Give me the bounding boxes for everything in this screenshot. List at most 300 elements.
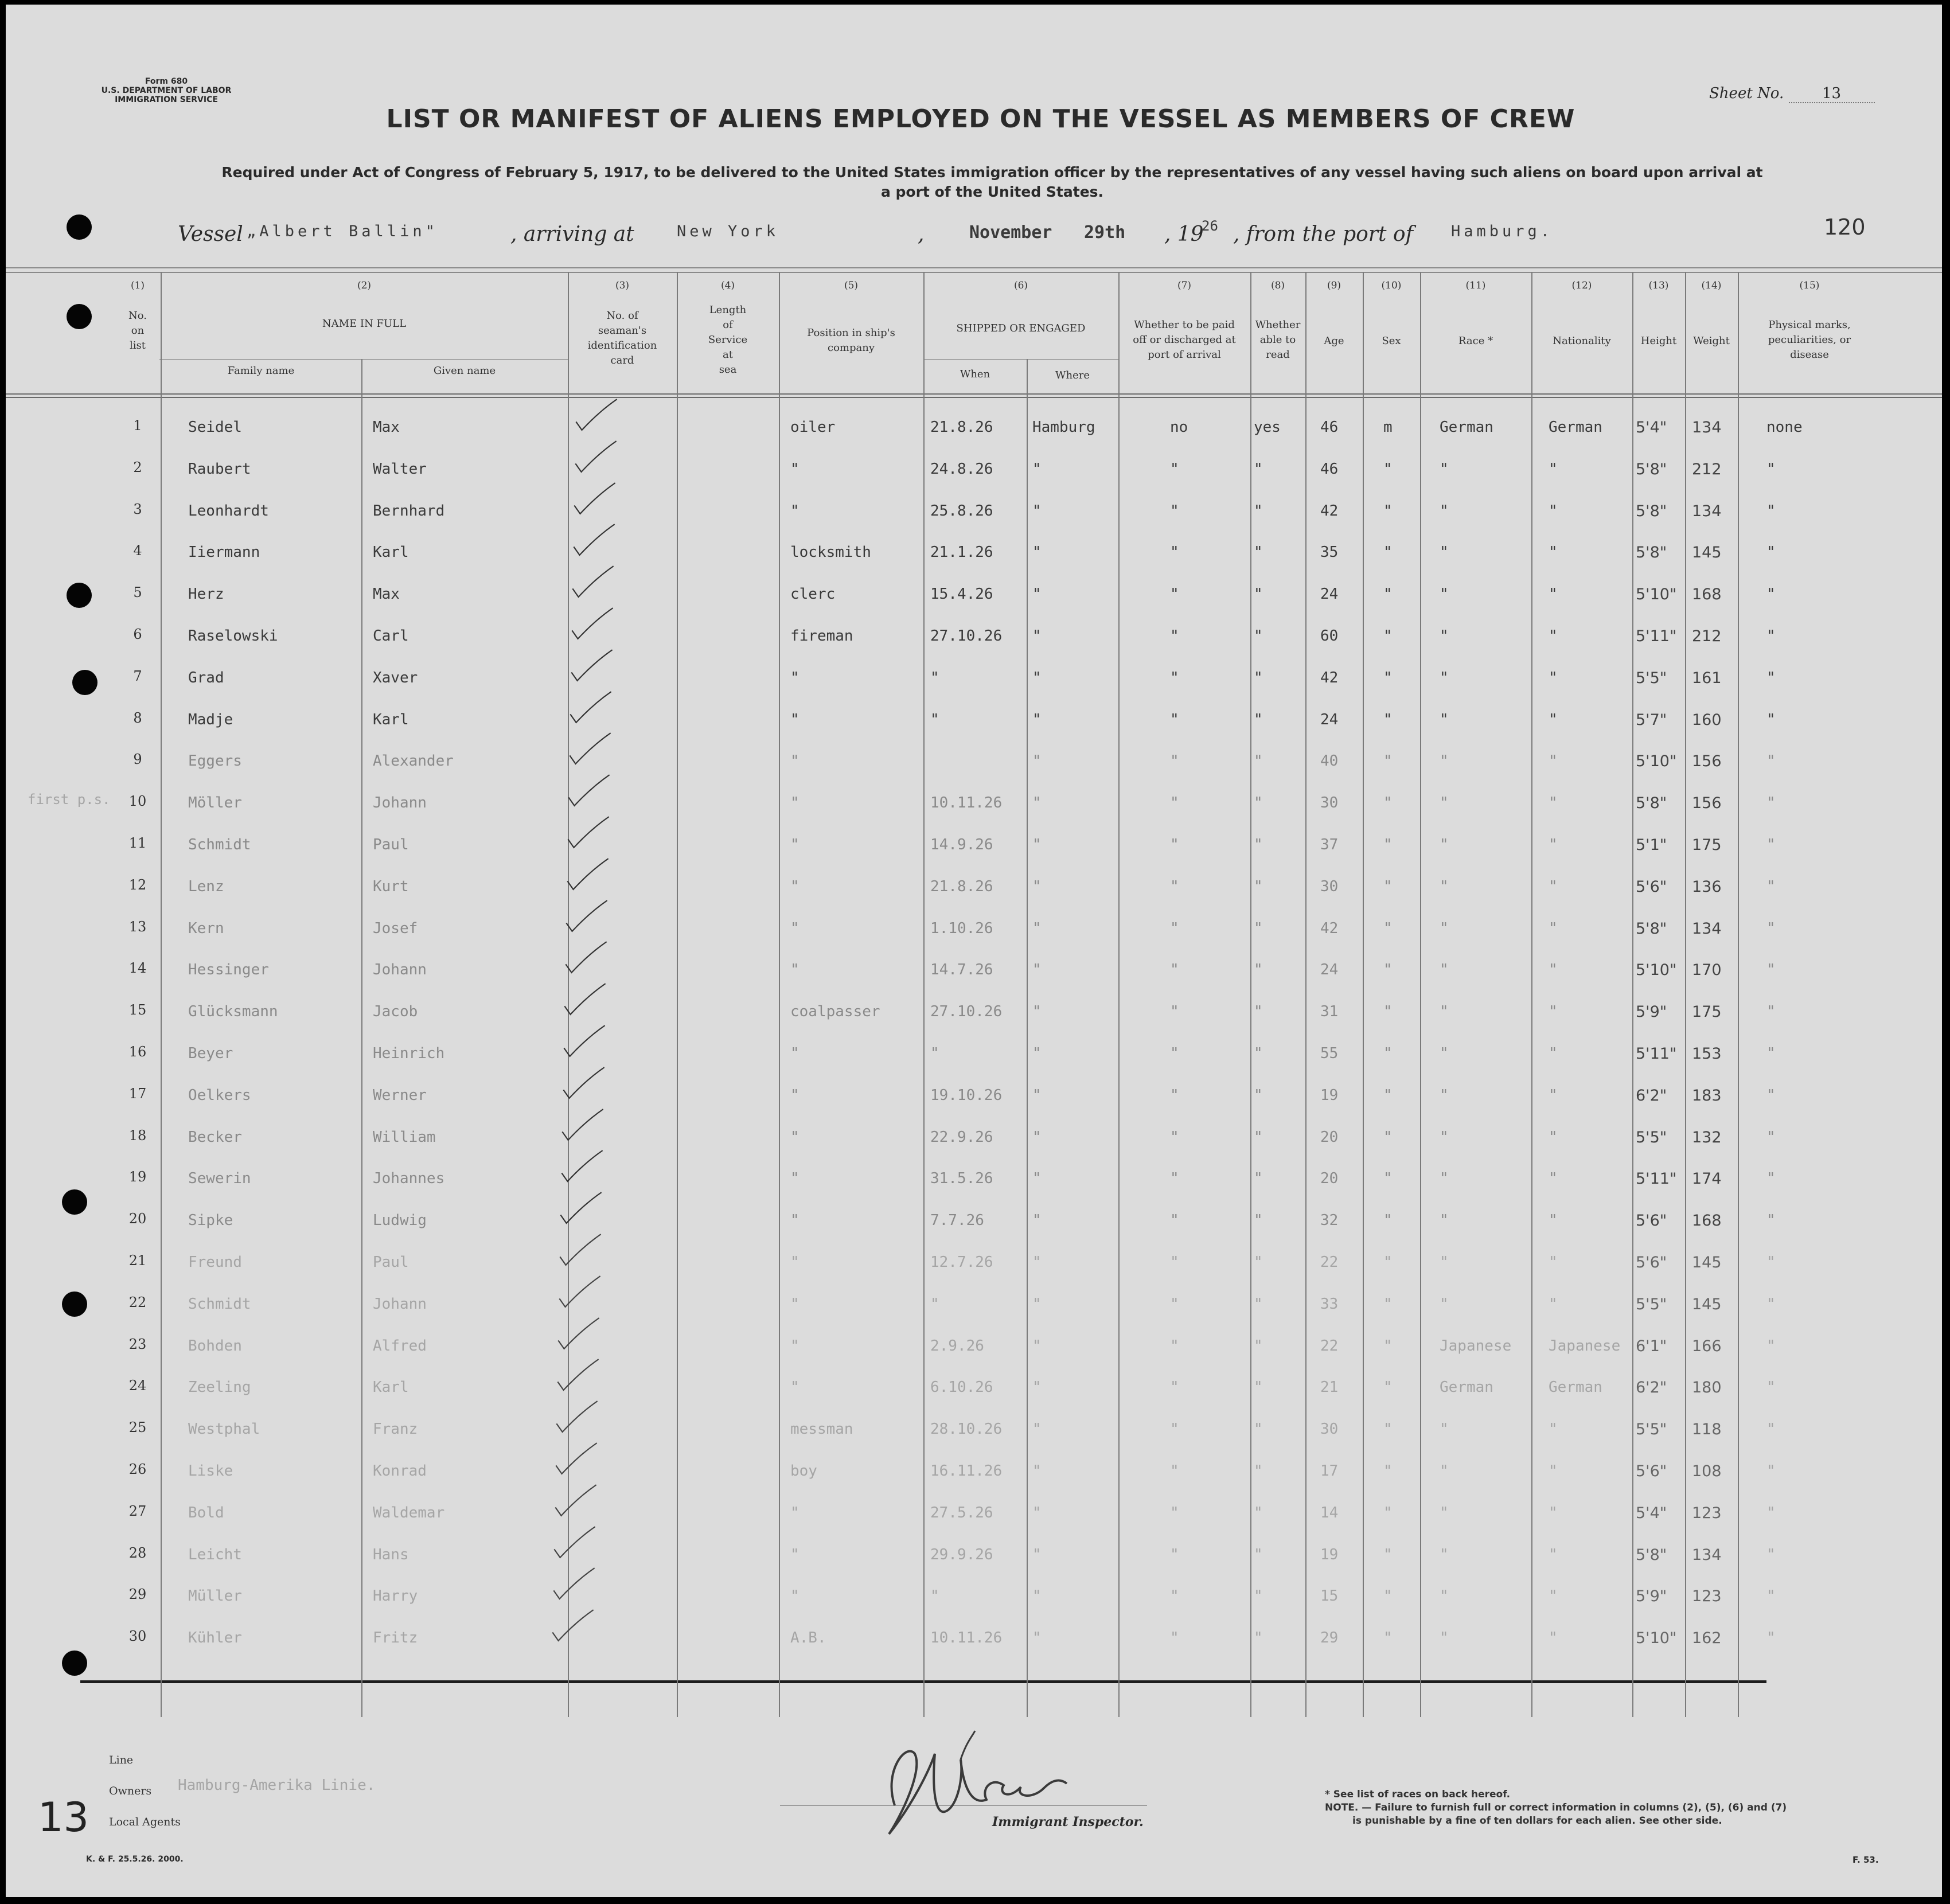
- row-number: 13: [128, 918, 147, 935]
- physical-marks: ": [1766, 1337, 1776, 1355]
- family-name: Zeeling: [188, 1379, 251, 1396]
- race: ": [1440, 1212, 1449, 1230]
- race: German: [1440, 419, 1493, 436]
- shipped-when: 27.10.26: [930, 627, 1003, 645]
- weight: 118: [1692, 1421, 1722, 1439]
- position: clerc: [790, 586, 836, 603]
- inspector-label: Immigrant Inspector.: [992, 1815, 1144, 1829]
- check-mark-icon: [567, 728, 613, 768]
- owners-value: Hamburg-Amerika Linie.: [178, 1777, 376, 1794]
- printer-mark: K. & F. 25.5.26. 2000.: [86, 1855, 184, 1864]
- race: ": [1440, 1421, 1449, 1438]
- column-header-when: When: [960, 368, 990, 380]
- punch-hole: [62, 1189, 87, 1215]
- height: 5'10": [1636, 961, 1677, 980]
- column-number: (9): [1327, 280, 1341, 291]
- height: 5'9": [1636, 1003, 1667, 1021]
- physical-marks: ": [1766, 1003, 1776, 1021]
- age: 24: [1320, 586, 1339, 603]
- sex: ": [1383, 1212, 1393, 1230]
- given-name: Max: [373, 586, 400, 603]
- physical-marks: ": [1766, 1629, 1776, 1647]
- row-number: 19: [128, 1169, 147, 1185]
- physical-marks: ": [1766, 627, 1776, 645]
- race: ": [1440, 1086, 1449, 1104]
- race: ": [1440, 1170, 1449, 1188]
- shipped-where: ": [1032, 836, 1042, 853]
- column-header-name: NAME IN FULL: [322, 318, 407, 330]
- row-number: 21: [128, 1253, 147, 1269]
- position: boy: [790, 1462, 817, 1480]
- physical-marks: none: [1766, 419, 1803, 436]
- race: Japanese: [1440, 1337, 1512, 1355]
- age: 37: [1320, 836, 1339, 853]
- column-header-height: Height: [1640, 335, 1677, 347]
- paid-off: ": [1170, 1462, 1179, 1480]
- nationality: ": [1549, 502, 1558, 520]
- nationality: ": [1549, 1254, 1558, 1271]
- position: ": [790, 1086, 800, 1104]
- position: ": [790, 502, 800, 520]
- height: 5'6": [1636, 1212, 1667, 1230]
- shipped-when: 12.7.26: [930, 1254, 993, 1271]
- page-subtitle: Required under Act of Congress of February 5, 1917, to be delivered to the United States immigration officer by the representatives of any vessel having such aliens on board upon arrival at a port of the United States.: [221, 164, 1763, 200]
- given-name: Carl: [373, 627, 409, 645]
- weight: 123: [1692, 1504, 1722, 1522]
- given-name: Heinrich: [373, 1045, 445, 1062]
- name-subheader-rule: [159, 359, 568, 360]
- sex: ": [1383, 1629, 1393, 1647]
- shipped-where: ": [1032, 1587, 1042, 1605]
- age: 24: [1320, 711, 1339, 728]
- shipped-where: ": [1032, 1170, 1042, 1188]
- paid-off: ": [1170, 961, 1179, 979]
- paid-off: ": [1170, 627, 1179, 645]
- column-header-sex: Sex: [1382, 335, 1401, 347]
- family-name: Oelkers: [188, 1086, 251, 1104]
- check-mark-icon: [559, 1146, 605, 1186]
- height: 5'10": [1636, 586, 1677, 604]
- arrival-port: New York: [677, 223, 779, 240]
- arrival-day: 29th: [1084, 223, 1126, 243]
- sex: ": [1383, 1504, 1393, 1521]
- physical-marks: ": [1766, 1170, 1776, 1188]
- physical-marks: ": [1766, 460, 1776, 478]
- paid-off: ": [1170, 1212, 1179, 1230]
- height: 5'6": [1636, 1462, 1667, 1480]
- age: 30: [1320, 1421, 1339, 1438]
- height: 5'10": [1636, 1629, 1677, 1648]
- shipped-when: ": [930, 711, 939, 728]
- physical-marks: ": [1766, 1504, 1776, 1521]
- paid-off: no: [1170, 419, 1188, 436]
- given-name: Konrad: [373, 1462, 427, 1480]
- family-name: Lenz: [188, 877, 224, 895]
- family-name: Raubert: [188, 460, 251, 478]
- row-number: 28: [128, 1544, 147, 1561]
- line-label: Line: [109, 1754, 134, 1766]
- weight: 212: [1692, 627, 1722, 645]
- row-number: 15: [128, 1002, 147, 1019]
- sex: ": [1383, 752, 1393, 770]
- column-header-id-card: No. of seaman's identification card: [587, 310, 657, 366]
- nationality: ": [1549, 877, 1558, 895]
- sex: ": [1383, 1379, 1393, 1396]
- given-name: Walter: [373, 460, 427, 478]
- family-name: Müller: [188, 1587, 242, 1605]
- shipped-where: ": [1032, 1086, 1042, 1104]
- shipped-when: 31.5.26: [930, 1170, 993, 1188]
- physical-marks: ": [1766, 1045, 1776, 1062]
- column-number: (15): [1799, 280, 1820, 291]
- physical-marks: ": [1766, 961, 1776, 979]
- race: ": [1440, 877, 1449, 895]
- weight: 145: [1692, 1254, 1722, 1271]
- race: ": [1440, 752, 1449, 770]
- check-mark-icon: [557, 1271, 603, 1312]
- nationality: German: [1549, 419, 1602, 436]
- departure-port: Hamburg.: [1451, 223, 1554, 240]
- family-name: Becker: [188, 1128, 242, 1146]
- family-name: Kühler: [188, 1629, 242, 1647]
- height: 5'8": [1636, 460, 1667, 478]
- age: 22: [1320, 1254, 1339, 1271]
- shipped-where: ": [1032, 586, 1042, 603]
- physical-marks: ": [1766, 1587, 1776, 1605]
- race: ": [1440, 586, 1449, 603]
- sex: ": [1383, 460, 1393, 478]
- height: 5'8": [1636, 502, 1667, 520]
- column-header-where: Where: [1055, 369, 1090, 381]
- punch-hole: [67, 304, 92, 329]
- margin-note: first p.s.: [28, 791, 111, 807]
- column-header-read: Whether able to read: [1255, 319, 1301, 361]
- sex: ": [1383, 836, 1393, 853]
- arriving-label: , arriving at: [510, 223, 634, 246]
- shipped-where: ": [1032, 877, 1042, 895]
- row-number: 27: [128, 1503, 147, 1519]
- nationality: ": [1549, 1421, 1558, 1438]
- shipped-when: 7.7.26: [930, 1212, 984, 1230]
- height: 5'11": [1636, 1045, 1677, 1063]
- able-to-read: ": [1254, 502, 1263, 520]
- sheet-label: Sheet No. 13: [1709, 85, 1875, 103]
- nationality: ": [1549, 586, 1558, 603]
- shipped-when: 27.10.26: [930, 1003, 1003, 1021]
- age: 20: [1320, 1170, 1339, 1188]
- row-number: 5: [133, 584, 142, 601]
- nationality: ": [1549, 460, 1558, 478]
- sex: ": [1383, 961, 1393, 979]
- able-to-read: ": [1254, 919, 1263, 937]
- row-number: 12: [128, 876, 147, 893]
- row-number: 26: [128, 1461, 147, 1477]
- column-divider: [1420, 272, 1421, 1717]
- family-name: Iiermann: [188, 544, 260, 561]
- family-name: Schmidt: [188, 836, 251, 853]
- nationality: ": [1549, 1212, 1558, 1230]
- physical-marks: ": [1766, 711, 1776, 728]
- age: 42: [1320, 502, 1339, 520]
- height: 5'8": [1636, 919, 1667, 938]
- physical-marks: ": [1766, 1295, 1776, 1313]
- column-divider: [677, 272, 678, 1717]
- given-name: Karl: [373, 711, 409, 728]
- column-number: (7): [1177, 280, 1192, 291]
- column-header-length-service: Length of Service at sea: [708, 304, 748, 376]
- check-mark-icon: [573, 436, 619, 477]
- row-number: 29: [128, 1586, 147, 1603]
- family-name: Eggers: [188, 752, 242, 770]
- paid-off: ": [1170, 794, 1179, 812]
- race: ": [1440, 794, 1449, 812]
- column-divider: [779, 272, 780, 1717]
- sex: ": [1383, 1587, 1393, 1605]
- column-header-paid-off: Whether to be paid off or discharged at port of arrival: [1133, 319, 1236, 361]
- physical-marks: ": [1766, 669, 1776, 686]
- race: ": [1440, 961, 1449, 979]
- height: 5'5": [1636, 1421, 1667, 1439]
- weight: 160: [1692, 711, 1722, 729]
- given-name: Josef: [373, 919, 418, 937]
- shipped-when: 24.8.26: [930, 460, 993, 478]
- weight: 168: [1692, 586, 1722, 604]
- shipped-when: 10.11.26: [930, 1629, 1003, 1647]
- column-number: (12): [1571, 280, 1592, 291]
- sex: ": [1383, 669, 1393, 686]
- family-name: Schmidt: [188, 1295, 251, 1313]
- shipped-when: 6.10.26: [930, 1379, 993, 1396]
- physical-marks: ": [1766, 752, 1776, 770]
- row-number: 8: [133, 709, 142, 726]
- sex: ": [1383, 1128, 1393, 1146]
- handwritten-sheet-mark: 13: [38, 1794, 89, 1841]
- given-name: Hans: [373, 1546, 409, 1563]
- family-name: Leonhardt: [188, 502, 269, 520]
- shipped-where: ": [1032, 460, 1042, 478]
- column-divider: [361, 359, 362, 1717]
- family-name: Grad: [188, 669, 224, 686]
- physical-marks: ": [1766, 1254, 1776, 1271]
- position: oiler: [790, 419, 836, 436]
- position: ": [790, 919, 800, 937]
- family-name: Seidel: [188, 419, 242, 436]
- paid-off: ": [1170, 1128, 1179, 1146]
- sex: ": [1383, 1421, 1393, 1438]
- local-agents-label: Local Agents: [109, 1816, 181, 1828]
- footnote: * See list of races on back hereof. NOTE. — Failure to furnish full or correct information in columns (2), (5), (6) and (7) is punishable by a fine of ten dollars for each alien. See other side.: [1325, 1789, 1787, 1827]
- weight: 134: [1692, 1546, 1722, 1564]
- physical-marks: ": [1766, 1212, 1776, 1230]
- row-number: 17: [128, 1085, 147, 1102]
- sex: ": [1383, 794, 1393, 812]
- nationality: ": [1549, 1587, 1558, 1605]
- column-number: (4): [720, 280, 735, 291]
- shipped-when: 1.10.26: [930, 919, 993, 937]
- weight: 166: [1692, 1337, 1722, 1355]
- column-header-given-name: Given name: [433, 365, 496, 377]
- position: ": [790, 460, 800, 478]
- nationality: Japanese: [1549, 1337, 1621, 1355]
- shipped-where: ": [1032, 1254, 1042, 1271]
- given-name: Alfred: [373, 1337, 427, 1355]
- race: ": [1440, 1587, 1449, 1605]
- height: 5'1": [1636, 836, 1667, 854]
- weight: 162: [1692, 1629, 1722, 1648]
- shipped-when: 28.10.26: [930, 1421, 1003, 1438]
- weight: 156: [1692, 752, 1722, 771]
- given-name: Alexander: [373, 752, 454, 770]
- family-name: Leicht: [188, 1546, 242, 1563]
- position: ": [790, 1337, 800, 1355]
- weight: 170: [1692, 961, 1722, 980]
- column-header-weight: Weight: [1693, 335, 1730, 347]
- physical-marks: ": [1766, 1462, 1776, 1480]
- age: 55: [1320, 1045, 1339, 1062]
- shipped-where: ": [1032, 1045, 1042, 1062]
- column-divider: [161, 272, 162, 1717]
- punch-hole: [67, 214, 92, 240]
- race: ": [1440, 1629, 1449, 1647]
- position: A.B.: [790, 1629, 826, 1647]
- able-to-read: ": [1254, 544, 1263, 561]
- height: 6'2": [1636, 1086, 1667, 1105]
- column-divider: [1305, 272, 1306, 1717]
- family-name: Kern: [188, 919, 224, 937]
- paid-off: ": [1170, 1337, 1179, 1355]
- able-to-read: ": [1254, 794, 1263, 812]
- shipped-where: ": [1032, 1212, 1042, 1230]
- position: ": [790, 794, 800, 812]
- race: ": [1440, 460, 1449, 478]
- physical-marks: ": [1766, 1086, 1776, 1104]
- position: ": [790, 1587, 800, 1605]
- weight: 145: [1692, 1295, 1722, 1313]
- shipped-where: ": [1032, 1546, 1042, 1563]
- column-number: (11): [1465, 280, 1486, 291]
- weight: 134: [1692, 502, 1722, 520]
- able-to-read: ": [1254, 961, 1263, 979]
- shipped-when: 15.4.26: [930, 586, 993, 603]
- family-name: Sewerin: [188, 1170, 251, 1188]
- age: 42: [1320, 919, 1339, 937]
- shipped-when: 19.10.26: [930, 1086, 1003, 1104]
- race: ": [1440, 836, 1449, 853]
- column-number: (3): [615, 280, 630, 291]
- paid-off: ": [1170, 711, 1179, 728]
- able-to-read: ": [1254, 1504, 1263, 1521]
- position: fireman: [790, 627, 853, 645]
- age: 60: [1320, 627, 1339, 645]
- nationality: ": [1549, 1504, 1558, 1521]
- able-to-read: ": [1254, 1003, 1263, 1021]
- able-to-read: ": [1254, 1337, 1263, 1355]
- weight: 161: [1692, 669, 1722, 687]
- paid-off: ": [1170, 836, 1179, 853]
- nationality: ": [1549, 1546, 1558, 1563]
- physical-marks: ": [1766, 586, 1776, 603]
- handwritten-number: 120: [1824, 214, 1866, 240]
- shipped-where: ": [1032, 1462, 1042, 1480]
- paid-off: ": [1170, 1003, 1179, 1021]
- check-mark-icon: [568, 687, 614, 727]
- physical-marks: ": [1766, 1546, 1776, 1563]
- sheet-number: 13: [1789, 85, 1875, 103]
- shipped-when: 2.9.26: [930, 1337, 984, 1355]
- check-mark-icon: [553, 1438, 599, 1478]
- family-name: Glücksmann: [188, 1003, 278, 1021]
- nationality: ": [1549, 711, 1558, 728]
- height: 5'8": [1636, 544, 1667, 562]
- column-divider: [1027, 359, 1028, 1717]
- paid-off: ": [1170, 752, 1179, 770]
- able-to-read: ": [1254, 460, 1263, 478]
- sex: ": [1383, 711, 1393, 728]
- physical-marks: ": [1766, 877, 1776, 895]
- paid-off: ": [1170, 1045, 1179, 1062]
- check-mark-icon: [554, 1396, 600, 1437]
- check-mark-icon: [556, 1313, 602, 1353]
- punch-hole: [67, 583, 92, 608]
- shipped-when: 21.1.26: [930, 544, 993, 561]
- position: ": [790, 1379, 800, 1396]
- shipped-when: 14.9.26: [930, 836, 993, 853]
- table-top-border: [6, 267, 1942, 268]
- given-name: Jacob: [373, 1003, 418, 1021]
- sex: ": [1383, 586, 1393, 603]
- given-name: Paul: [373, 1254, 409, 1271]
- race: ": [1440, 1504, 1449, 1521]
- nationality: ": [1549, 1128, 1558, 1146]
- age: 30: [1320, 794, 1339, 812]
- age: 19: [1320, 1086, 1339, 1104]
- position: messman: [790, 1421, 853, 1438]
- nationality: ": [1549, 1003, 1558, 1021]
- height: 5'5": [1636, 669, 1667, 687]
- shipped-when: ": [930, 1045, 939, 1062]
- age: 32: [1320, 1212, 1339, 1230]
- race: ": [1440, 1128, 1449, 1146]
- height: 5'5": [1636, 1295, 1667, 1313]
- column-number: (14): [1701, 280, 1722, 291]
- column-header-age: Age: [1324, 335, 1344, 347]
- given-name: Xaver: [373, 669, 418, 686]
- check-mark-icon: [566, 812, 611, 852]
- weight: 174: [1692, 1170, 1722, 1188]
- weight: 183: [1692, 1086, 1722, 1105]
- position: ": [790, 836, 800, 853]
- check-mark-icon: [569, 645, 615, 685]
- age: 31: [1320, 1003, 1339, 1021]
- height: 6'1": [1636, 1337, 1667, 1355]
- position: ": [790, 1504, 800, 1521]
- row-number: 25: [128, 1419, 147, 1436]
- check-mark-icon: [562, 979, 608, 1019]
- shipped-where: ": [1032, 1504, 1042, 1521]
- given-name: Johann: [373, 794, 427, 812]
- race: ": [1440, 544, 1449, 561]
- shipped-where: ": [1032, 1337, 1042, 1355]
- height: 5'11": [1636, 1170, 1677, 1188]
- physical-marks: ": [1766, 1421, 1776, 1438]
- weight: 175: [1692, 1003, 1722, 1021]
- shipped-when: 21.8.26: [930, 877, 993, 895]
- able-to-read: ": [1254, 1587, 1263, 1605]
- column-divider: [1531, 272, 1532, 1717]
- check-mark-icon: [570, 561, 616, 602]
- column-divider: [1632, 272, 1633, 1717]
- shipped-when: 21.8.26: [930, 419, 993, 436]
